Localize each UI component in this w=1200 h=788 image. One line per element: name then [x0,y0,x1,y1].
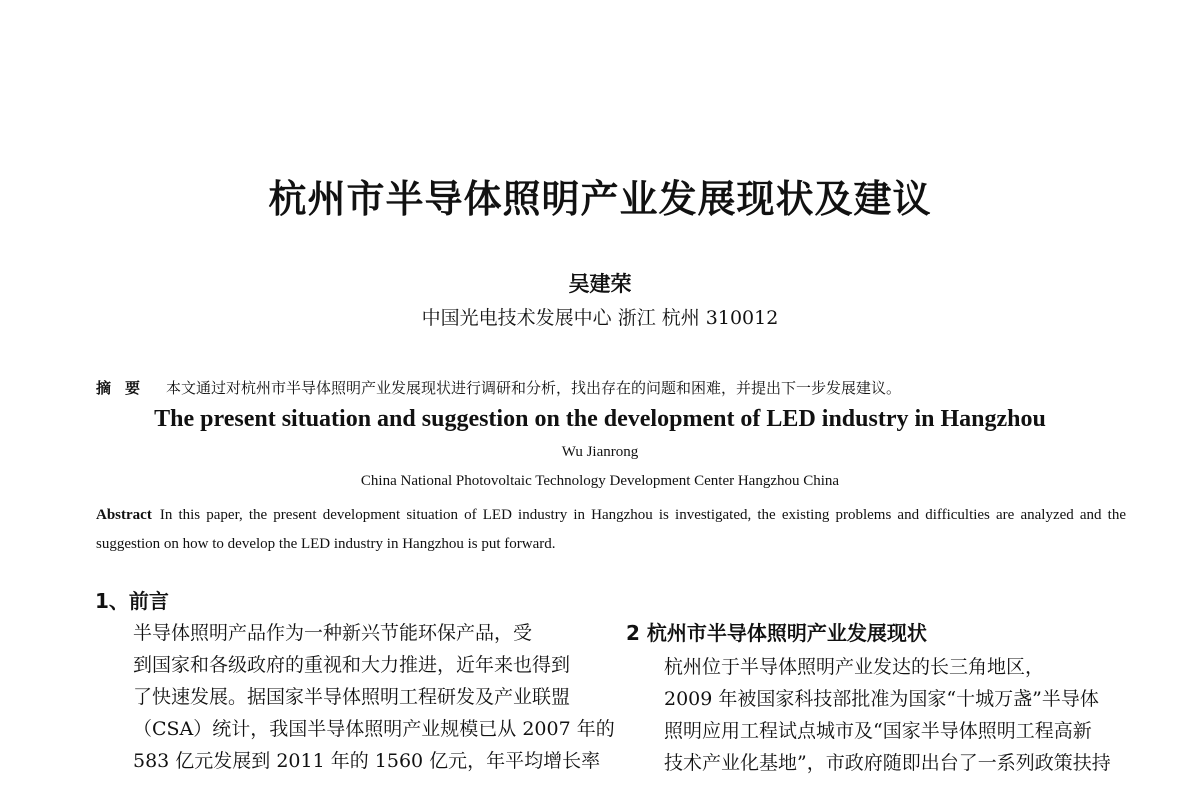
paragraph-line: 到国家和各级政府的重视和大力推进，近年来也得到 [133,654,571,676]
section-1-heading: 1、前言 [95,589,169,613]
chinese-title: 杭州市半导体照明产业发展现状及建议 [268,177,932,221]
paragraph-line: 2009 年被国家科技部批准为国家“十城万盏”半导体 [664,688,1099,710]
chinese-affiliation: 中国光电技术发展中心 浙江 杭州 310012 [421,307,779,329]
english-abstract-label: Abstract [96,507,152,523]
english-author: Wu Jianrong [561,444,639,460]
paragraph-line: 技术产业化基地”，市政府随即出台了一系列政策扶持 [664,752,1111,774]
section-1-paragraph [95,617,615,777]
english-title: The present situation and suggestion on the development of LED industry in Hangzhou [154,406,1046,432]
chinese-abstract-label: 摘要 [96,379,155,397]
chinese-abstract [96,377,1126,398]
chinese-author: 吴建荣 [568,272,632,296]
paragraph-line: 了快速发展。据国家半导体照明工程研发及产业联盟 [133,686,571,708]
english-abstract [96,501,1126,559]
section-1-column [95,585,615,777]
section-2-column [626,617,1122,779]
paragraph-line: 583 亿元发展到 2011 年的 1560 亿元，年平均增长率 [133,750,601,772]
english-abstract-text: In this paper, the present development situation of LED industry in Hangzhou is investigated, the existing problems and difficulties are analyzed and the suggestion on how to develop the LED industry in Hangzhou is put forward. [96,507,1126,552]
section-2-heading: 2 杭州市半导体照明产业发展现状 [626,621,927,645]
chinese-abstract-text: 本文通过对杭州市半导体照明产业发展现状进行调研和分析，找出存在的问题和困难，并提出下一步发展建议。 [166,379,902,397]
section-2-paragraph [626,651,1122,779]
english-affiliation: China National Photovoltaic Technology Development Center Hangzhou China [360,473,840,489]
paragraph-line: （CSA）统计，我国半导体照明产业规模已从 2007 年的 [133,718,615,740]
paragraph-line: 半导体照明产品作为一种新兴节能环保产品，受 [133,622,533,644]
paragraph-line: 杭州位于半导体照明产业发达的长三角地区， [664,656,1045,678]
paragraph-line: 照明应用工程试点城市及“国家半导体照明工程高新 [664,720,1092,742]
